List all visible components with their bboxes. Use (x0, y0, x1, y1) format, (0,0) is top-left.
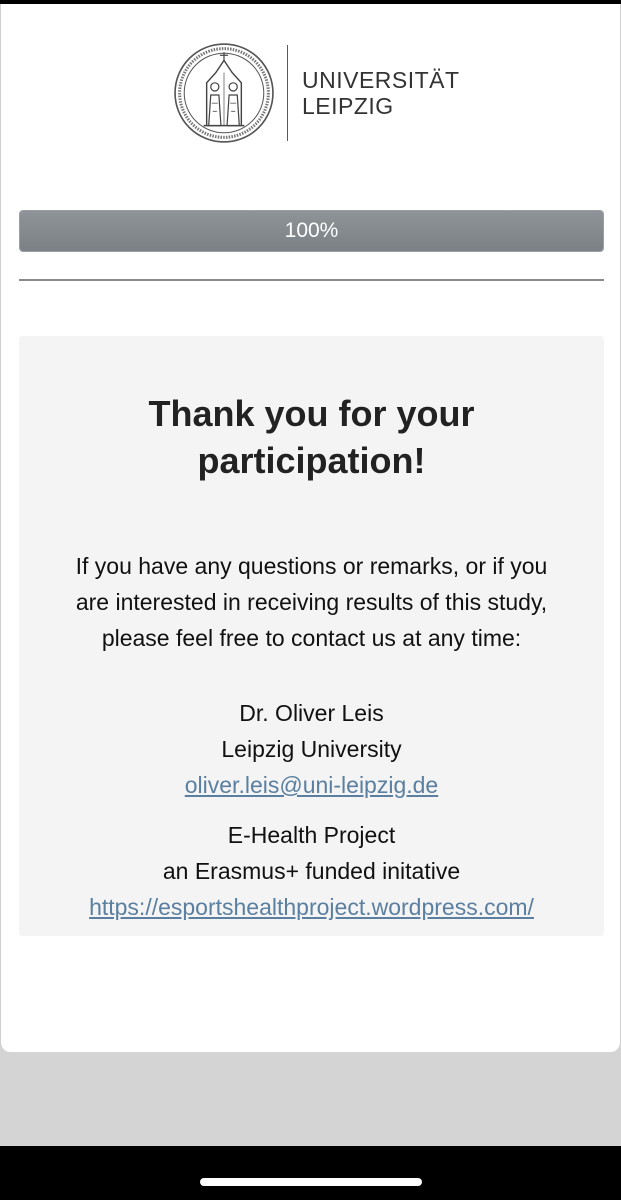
heading-line: participation! (197, 440, 426, 481)
university-seal-icon (173, 42, 275, 144)
message-line: If you have any questions or remarks, or if you (75, 553, 548, 579)
thank-you-heading (19, 390, 604, 484)
university-logo (173, 42, 460, 144)
message-line: please feel free to contact us at any time: (101, 625, 522, 651)
survey-card (0, 4, 621, 1052)
completion-panel (19, 336, 604, 936)
contact-email-link[interactable]: oliver.leis@uni-leipzig.de (184, 772, 439, 798)
divider (19, 279, 604, 281)
project-description: an Erasmus+ funded initative (162, 858, 461, 884)
message-line: are interested in receiving results of this study, (75, 589, 548, 615)
contact-message (19, 548, 604, 656)
university-name-line1: UNIVERSITÄT (302, 67, 460, 93)
contact-name: Dr. Oliver Leis (239, 700, 384, 726)
home-bar-area (0, 1146, 621, 1200)
contact-block (19, 695, 604, 803)
progress-bar (19, 210, 604, 252)
progress-label: 100% (284, 219, 339, 242)
project-website-link[interactable]: https://esportshealthproject.wordpress.com/ (89, 894, 534, 920)
contact-affiliation: Leipzig University (221, 736, 402, 762)
university-wordmark (302, 67, 460, 119)
university-name-line2: LEIPZIG (302, 93, 394, 119)
home-indicator[interactable] (200, 1178, 422, 1186)
logo-divider (287, 45, 288, 141)
project-name: E-Health Project (227, 822, 396, 848)
heading-line: Thank you for your (148, 393, 475, 434)
project-block (19, 817, 604, 925)
